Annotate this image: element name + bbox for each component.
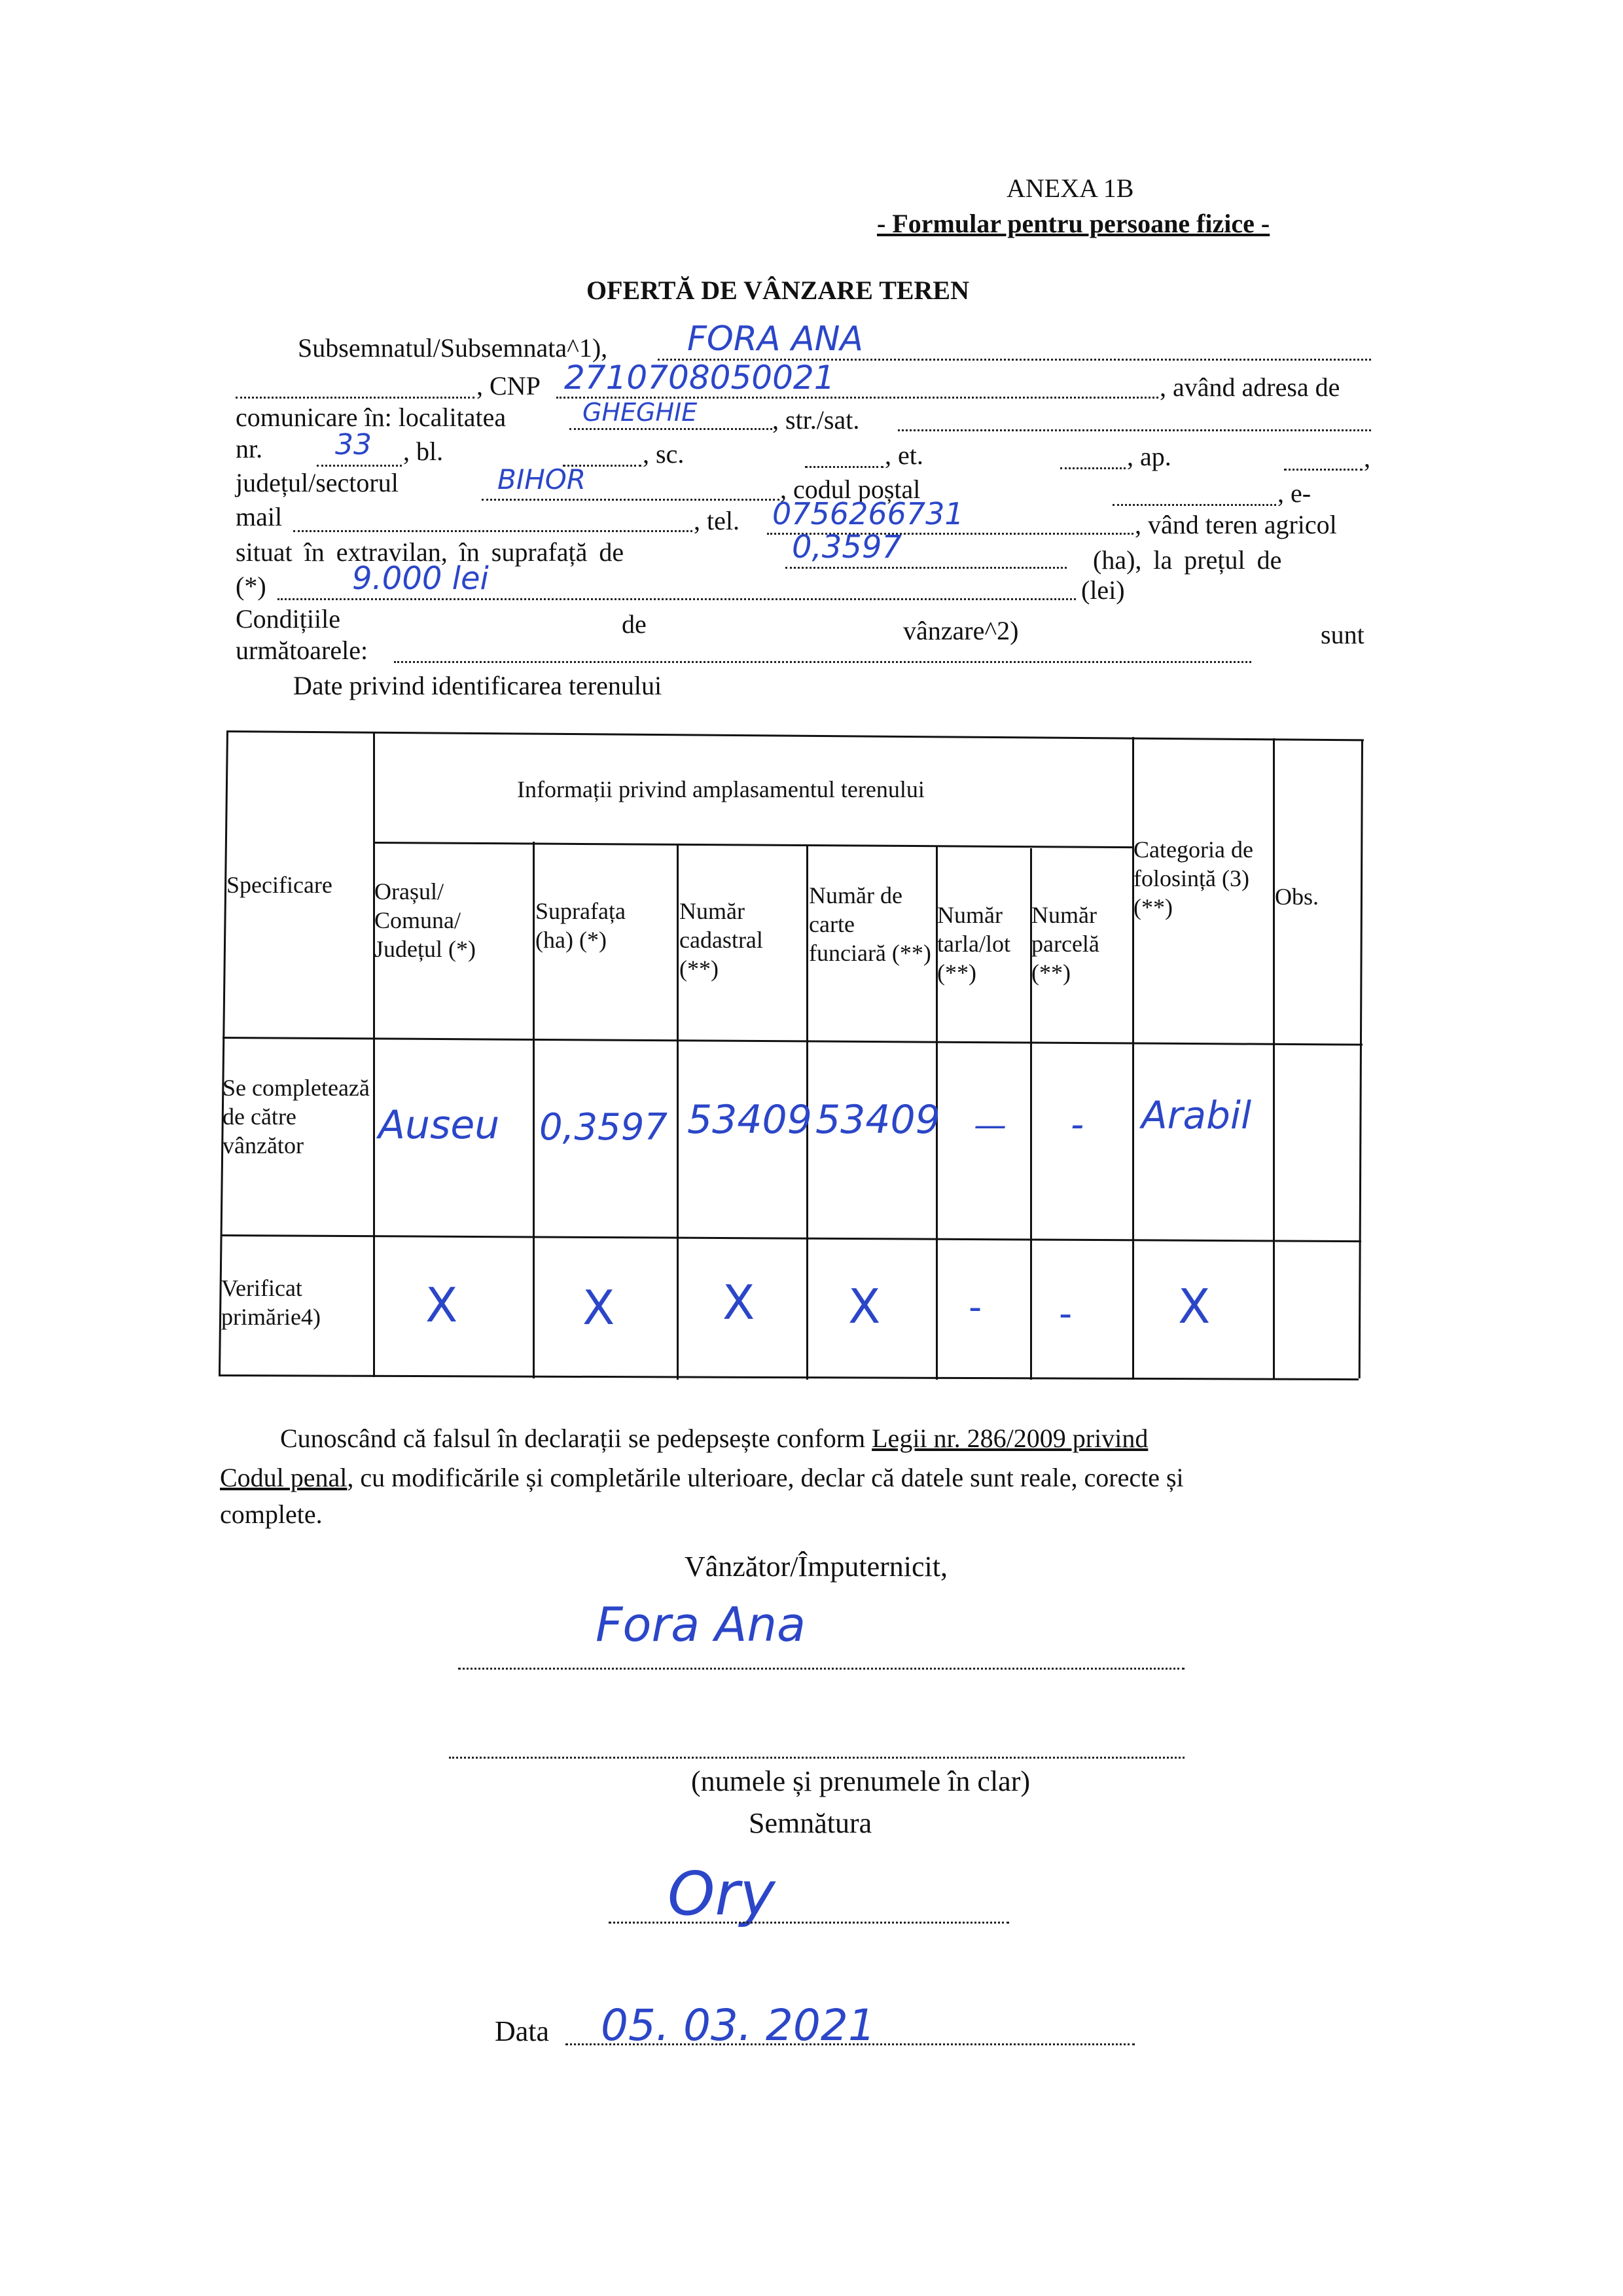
cnp-label: , CNP [476, 371, 541, 401]
row2-label: Verificat primărie4) [221, 1275, 321, 1330]
row1-category: Arabil [1141, 1093, 1252, 1138]
bl-label: , bl. [403, 437, 444, 466]
table-right-border [1359, 740, 1363, 1378]
col-header-parcel: Număr parcelă (**) [1031, 902, 1099, 986]
group-header-divider [373, 842, 1132, 848]
ap-label: , ap. [1127, 442, 1171, 471]
col-divider-2 [533, 842, 535, 1378]
row2-city-mark: X [425, 1278, 458, 1333]
following-label: următoarele: [236, 636, 368, 665]
row2-cadastral-mark: X [722, 1275, 755, 1330]
header-row-divider [223, 1037, 1363, 1046]
row1-parcel: - [1071, 1103, 1084, 1146]
tel-label: , tel. [694, 506, 740, 535]
date-line [565, 2043, 1135, 2045]
ap-line [1284, 469, 1363, 471]
following-line [394, 661, 1251, 663]
l1-label: Subsemnatul/Subsemnata^1), [298, 333, 608, 363]
seller-name-clear-line [449, 1757, 1185, 1759]
document-title: OFERTĂ DE VÂNZARE TEREN [586, 276, 969, 305]
ap-comma: , [1364, 443, 1370, 473]
l2-dots [236, 397, 474, 399]
price-asterisk: (*) [236, 571, 266, 601]
conditions-sunt: sunt [1321, 620, 1364, 649]
col-header-land-book: Număr de carte funciară (**) [809, 882, 931, 966]
nr-handwriting: 33 [335, 428, 372, 461]
code-reference: Codul penal [220, 1463, 348, 1492]
row2-area-mark: X [582, 1280, 615, 1335]
seller-label: Vânzător/Împuternicit, [685, 1551, 948, 1583]
sc-label: , sc. [643, 439, 685, 469]
row2-land-book-mark: X [848, 1279, 881, 1334]
sell-label: , vând teren agricol [1135, 510, 1337, 539]
row1-land-book: 53409 [815, 1097, 940, 1143]
declaration-line1 [280, 1423, 1148, 1454]
cnp-handwriting: 2710708050021 [564, 359, 835, 397]
l3-label: comunicare în: localitatea [236, 403, 507, 432]
annex-label: ANEXA 1B [1007, 173, 1134, 203]
col-header-tarla: Număr tarla/lot (**) [937, 902, 1010, 986]
county-handwriting: BIHOR [497, 463, 586, 495]
seller-name-line [458, 1668, 1185, 1670]
name-handwriting: FORA ANA [687, 319, 864, 359]
row1-city: Auseu [378, 1102, 500, 1148]
street-label: , str./sat. [772, 405, 860, 435]
conditions-sale: vânzare^2) [903, 616, 1019, 645]
lei-label: (lei) [1081, 575, 1125, 605]
col-header-city: Orașul/ Comuna/ Județul (*) [374, 878, 476, 962]
col-header-obs: Obs. [1275, 884, 1319, 910]
signature-line [609, 1922, 1009, 1924]
declaration-text-2: , cu modificările și completările ulterioare, declar că datele sunt reale, corecte și [347, 1463, 1184, 1492]
address-label: , având adresa de [1160, 372, 1340, 402]
conditions-label: Condițiile [236, 604, 340, 634]
table-top-border [226, 730, 1364, 741]
street-line [898, 429, 1371, 431]
price-line [277, 598, 1076, 600]
row1-label: Se completează de către vânzător [223, 1075, 370, 1158]
col-header-cadastral: Număr cadastral (**) [679, 898, 763, 982]
row1-cadastral: 53409 [687, 1097, 812, 1143]
nr-label: nr. [236, 434, 263, 463]
email-label-start: , e- [1277, 478, 1311, 508]
row1-area: 0,3597 [539, 1106, 668, 1149]
sc-line [805, 466, 883, 468]
conditions-de: de [622, 609, 647, 639]
et-label: , et. [885, 440, 923, 470]
row2-tarla-mark: - [969, 1286, 982, 1329]
declaration-line2 [220, 1462, 1184, 1494]
col-divider-8 [1273, 738, 1275, 1380]
price-label: (ha), la prețul de [1093, 545, 1282, 575]
county-label: județul/sectorul [236, 468, 399, 497]
row-divider [221, 1234, 1361, 1242]
price-handwriting: 9.000 lei [352, 560, 489, 597]
land-heading: Date privind identificarea terenului [293, 671, 662, 700]
col-header-area: Suprafața (ha) (*) [535, 898, 626, 953]
signature-caption: Semnătura [749, 1807, 872, 1839]
col-divider-7 [1132, 737, 1134, 1380]
area-line [785, 567, 1067, 569]
form-type: - Formular pentru persoane fizice - [877, 209, 1270, 238]
county-line [482, 499, 779, 501]
declaration-text: Cunoscând că falsul în declarații se pedepsește conform [280, 1424, 866, 1453]
postal-line [1113, 504, 1276, 506]
col-header-category: Categoria de folosință (3) (**) [1133, 836, 1253, 920]
col-header-spec: Specificare [226, 872, 332, 898]
declaration-line3: complete. [220, 1499, 323, 1529]
tel-handwriting: 0756266731 [772, 496, 964, 531]
nr-line [317, 465, 402, 467]
row2-category-mark: X [1178, 1279, 1211, 1334]
mail-label: mail [236, 502, 283, 531]
area-label: situat în extravilan, în suprafață de [236, 537, 624, 567]
date-handwriting: 05. 03. 2021 [601, 2000, 876, 2051]
locality-handwriting: GHEGHIE [582, 398, 698, 427]
name-caption: (numele și prenumele în clar) [691, 1765, 1031, 1797]
table-bottom-border [219, 1374, 1359, 1380]
signature-handwriting: Ory [668, 1859, 776, 1929]
col-divider-3 [677, 844, 679, 1380]
group-header: Informații privind amplasamentul terenului [517, 776, 925, 802]
row1-tarla: — [974, 1106, 1007, 1144]
law-reference: Legii nr. 286/2009 privind [872, 1424, 1149, 1453]
area-handwriting: 0,3597 [792, 529, 902, 565]
col-divider-1 [373, 732, 375, 1377]
locality-line [569, 428, 772, 430]
et-line [1060, 467, 1126, 469]
postal-label: , codul poștal [780, 475, 921, 504]
row2-parcel-mark: - [1059, 1293, 1073, 1335]
seller-name-handwriting: Fora Ana [596, 1597, 806, 1652]
date-label: Data [495, 2015, 550, 2047]
mail-line [293, 530, 692, 532]
